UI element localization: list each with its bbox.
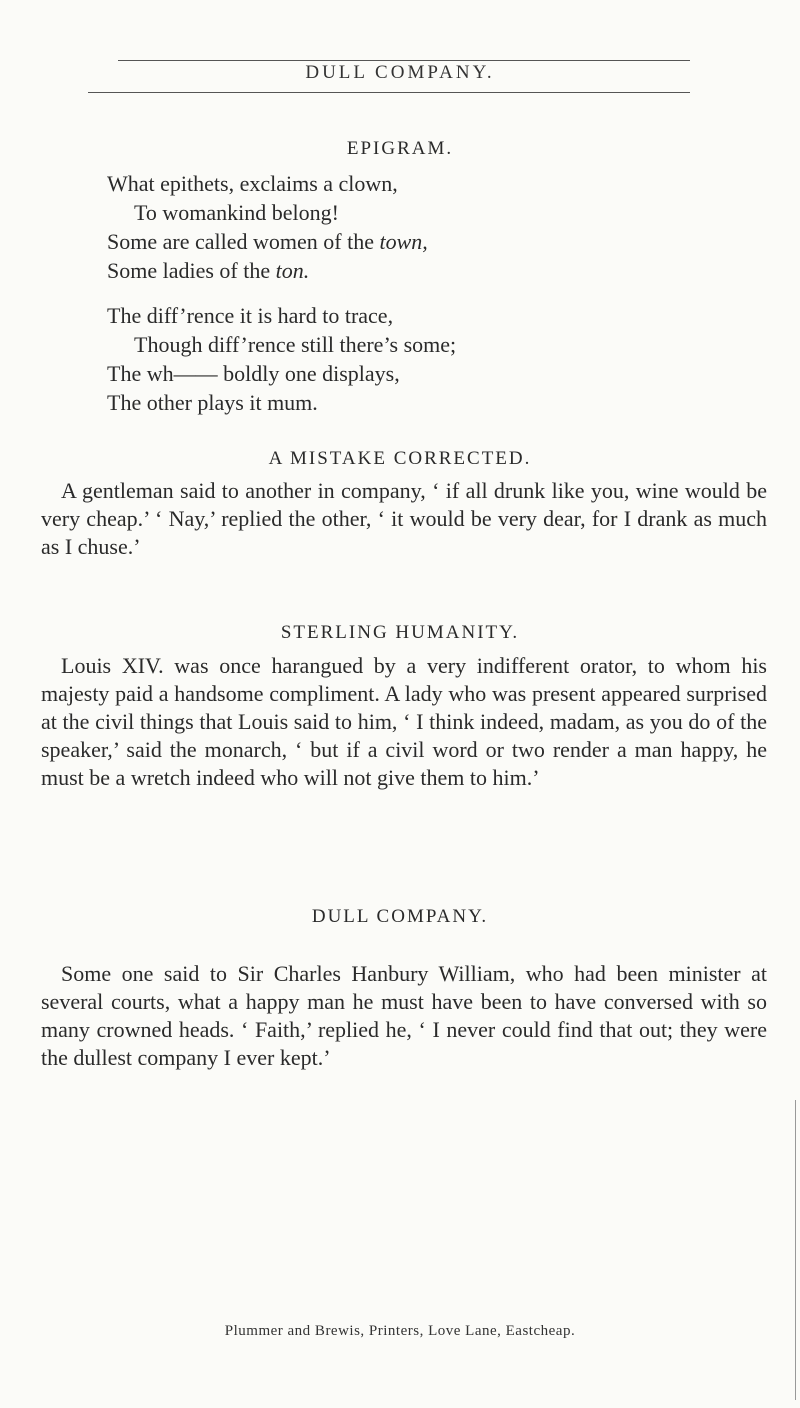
verse-emphasis: ton. xyxy=(275,258,310,283)
dull-paragraph: Some one said to Sir Charles Hanbury William, who had been minister at several courts, what a happy man he must have been to have conversed with so many crowned heads. ‘ Faith,’ replied he, ‘ I never could find that out; they were the dullest company I ever kept.’ xyxy=(41,961,767,1070)
verse-line: The wh—— boldly one displays, xyxy=(107,361,400,386)
page-edge xyxy=(795,1100,796,1400)
verse-text: Some ladies of the xyxy=(107,258,276,283)
humanity-heading: STERLING HUMANITY. xyxy=(280,622,520,643)
verse-emphasis: town, xyxy=(379,229,428,254)
dull-heading: DULL COMPANY. xyxy=(311,906,489,927)
humanity-paragraph: Louis XIV. was once harangued by a very indifferent orator, to whom his majesty paid a handsome compliment. A lady who was present appeared surprised at the civil things that Louis said to him, ‘ I think indeed, madam, as you do of the speaker,’ said the monarch, ‘ but if a civil word or two render a man happy, he must be a wretch indeed who will not give them to him.’ xyxy=(41,653,767,790)
printer-imprint: Plummer and Brewis, Printers, Love Lane, Eastcheap. xyxy=(224,1323,576,1339)
verse-line: To womankind belong! xyxy=(134,200,339,225)
verse-line xyxy=(107,257,309,285)
running-head: DULL COMPANY. xyxy=(305,62,495,83)
mistake-paragraph: A gentleman said to another in company, ‘ if all drunk like you, wine would be very cheap.’ ‘ Nay,’ replied the other, ‘ it would be very dear, for I drank as much as I chuse.’ xyxy=(41,478,767,559)
verse-text: Some are called women of the xyxy=(107,229,380,254)
verse-line: What epithets, exclaims a clown, xyxy=(107,171,398,196)
verse-line xyxy=(107,228,428,256)
top-rule xyxy=(118,60,690,61)
mistake-heading: A MISTAKE CORRECTED. xyxy=(268,448,532,469)
epigram-heading: EPIGRAM. xyxy=(346,138,454,159)
verse-line: Though diff’rence still there’s some; xyxy=(134,332,457,357)
verse-line: The other plays it mum. xyxy=(107,390,318,415)
header-rule xyxy=(88,92,690,93)
verse-line: The diff’rence it is hard to trace, xyxy=(107,303,394,328)
